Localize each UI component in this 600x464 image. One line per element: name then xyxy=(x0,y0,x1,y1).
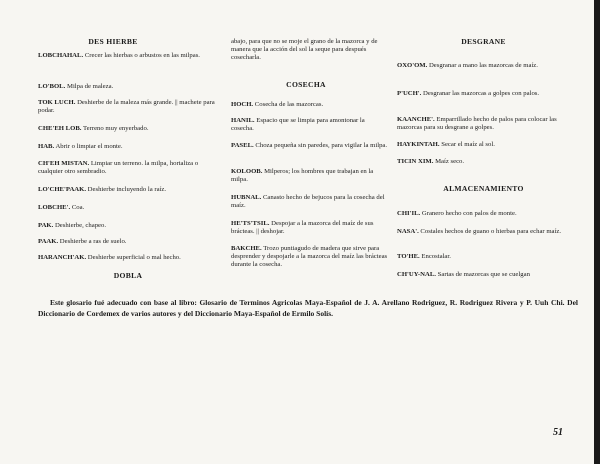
glossary-entry xyxy=(397,158,570,166)
page-number: 51 xyxy=(553,427,563,438)
entry-definition: Coa. xyxy=(70,204,85,211)
glossary-entry xyxy=(397,271,570,279)
entry-definition: Crecer las hierbas o arbustos en las milpas. xyxy=(83,52,200,59)
entry-term: CH'UY-NAL. xyxy=(397,271,436,278)
entry-definition: Terreno muy enyerbado. xyxy=(81,125,149,132)
glossary-entry xyxy=(38,238,224,246)
entry-term: CHI'IL. xyxy=(397,210,421,217)
glossary-entry xyxy=(38,143,224,151)
entry-term: OXO'OM. xyxy=(397,62,428,69)
page-edge xyxy=(594,0,600,464)
entry-term: LOBCHAHAL. xyxy=(38,52,84,59)
heading-des-hierbe: DES HIERBE xyxy=(88,37,138,46)
entry-definition: Deshierbe, chapeo. xyxy=(53,222,107,229)
entry-definition: Despojar a la mazorca del maíz de sus brácteas. || deshojar. xyxy=(231,220,374,236)
entry-definition: Deshierbe incluyendo la raíz. xyxy=(86,186,167,193)
entry-definition: Milperos; los hombres que trabajan en la milpa. xyxy=(231,168,374,184)
entry-term: TO'HE. xyxy=(397,253,420,260)
glossary-entry xyxy=(38,160,224,176)
glossary-entry xyxy=(38,52,224,60)
entry-definition: Limpiar un terreno. la milpa, hortaliza o cualquier otro sembradio. xyxy=(38,160,199,176)
glossary-entry xyxy=(397,62,570,70)
glossary-entry xyxy=(231,101,389,109)
entry-definition: Milpa de maleza. xyxy=(65,83,114,90)
entry-term: LO'BOL. xyxy=(38,83,66,90)
entry-term: HOCH. xyxy=(231,101,254,108)
entry-definition: Espacio que se limpia para amontonar la cosecha. xyxy=(231,117,365,133)
glossary-entry xyxy=(397,90,570,98)
entry-term: HAYKINTAH. xyxy=(397,141,440,148)
entry-term: HARANCH'AK. xyxy=(38,254,87,261)
entry-term: HUBNAL. xyxy=(231,194,262,201)
entry-term: PAK. xyxy=(38,222,54,229)
entry-definition: Canasto hecho de bejucos para la cosecha del maíz. xyxy=(231,194,385,210)
glossary-entry xyxy=(38,83,224,91)
entry-term: CHE'EH LOB. xyxy=(38,125,82,132)
entry-definition: Secar el maíz al sol. xyxy=(439,141,495,148)
entry-term: KOLOOB. xyxy=(231,168,263,175)
heading-desgrane: DESGRANE xyxy=(461,37,506,46)
entry-definition: Emparrillado hecho de palos para colocar las mazorcas para su desgrane a golpes. xyxy=(397,116,557,132)
entry-term: PASEL. xyxy=(231,142,254,149)
entry-definition: Choza pequeña sin paredes, para vigilar la milpa. xyxy=(253,142,388,149)
entry-term: BAKCHE. xyxy=(231,245,262,252)
entry-term: LO'CHE'PAAK. xyxy=(38,186,86,193)
heading-dobla: DOBLA xyxy=(113,271,143,280)
glossary-entry xyxy=(38,186,224,194)
entry-term: HANIL. xyxy=(231,117,255,124)
entry-definition: Deshierbe de la maleza más grande. || machete para podar. xyxy=(38,99,215,115)
entry-definition: Abrir o limpiar el monte. xyxy=(54,143,123,150)
glossary-entry xyxy=(231,168,389,184)
entry-definition: Desgranar las mazorcas a golpes con palos. xyxy=(421,90,540,97)
entry-term: P'UCH'. xyxy=(397,90,422,97)
glossary-entry xyxy=(38,99,224,115)
glossary-entry xyxy=(38,222,224,230)
intro-text: abajo, para que no se moje el grano de la mazorca y de manera que la acción del sol la seque para después cosecharla. xyxy=(231,38,378,62)
entry-term: TICIN XIM. xyxy=(397,158,434,165)
entry-definition: Cosecha de las mazorcas. xyxy=(253,101,324,108)
heading-cosecha: COSECHA xyxy=(286,80,326,89)
glossary-entry xyxy=(397,141,570,149)
entry-term: PAAK. xyxy=(38,238,59,245)
glossary-entry xyxy=(38,254,224,262)
entry-definition: Maíz seco. xyxy=(433,158,465,165)
entry-term: HE'TS'TSIL. xyxy=(231,220,270,227)
entry-definition: Desgranar a mano las mazorcas de maíz. xyxy=(427,62,538,69)
glossary-entry xyxy=(397,210,570,218)
entry-term: HAB. xyxy=(38,143,55,150)
entry-definition: Sartas de mazorcas que se cuelgan xyxy=(435,271,530,278)
heading-almacenamiento: ALMACENAMIENTO xyxy=(443,184,524,193)
entry-definition: Deshierbe a ras de suelo. xyxy=(58,238,127,245)
glossary-entry xyxy=(231,245,389,269)
entry-definition: Encostalar. xyxy=(419,253,451,260)
source-note: Este glosario fué adecuado con base al libro: Glosario de Terminos Agricolas Maya-Español de J. A. Arellano Rodriguez, R. Rodriguez Rivera y P. Uuh Chi. Del Diccionario de Cordemex de varios autores y del Diccionario Maya-Español de Ermilo Solís. xyxy=(38,298,578,318)
entry-definition: Deshierbe superficial o mal hecho. xyxy=(86,254,181,261)
entry-term: LOBCHE'. xyxy=(38,204,71,211)
entry-definition: Granero hecho con palos de monte. xyxy=(420,210,517,217)
glossary-entry xyxy=(397,253,570,261)
glossary-entry xyxy=(397,228,570,236)
glossary-entry xyxy=(38,125,224,133)
glossary-entry xyxy=(231,194,389,210)
glossary-entry xyxy=(231,142,389,150)
entry-term: TOK LUCH. xyxy=(38,99,76,106)
glossary-entry xyxy=(397,116,570,132)
glossary-entry xyxy=(38,204,224,212)
entry-definition: Trozo puntiagudo de madera que sirve para desprender y despojarle a la mazorca del maíz las brácteas durante la cosecha. xyxy=(231,245,388,269)
entry-definition: Costales hechos de guano o hierbas para echar maíz. xyxy=(418,228,561,235)
glossary-entry xyxy=(231,220,389,236)
glossary-entry xyxy=(231,117,389,133)
entry-term: NASA'. xyxy=(397,228,419,235)
entry-term: CH'EH MISTAN. xyxy=(38,160,90,167)
entry-term: KAANCHE'. xyxy=(397,116,435,123)
